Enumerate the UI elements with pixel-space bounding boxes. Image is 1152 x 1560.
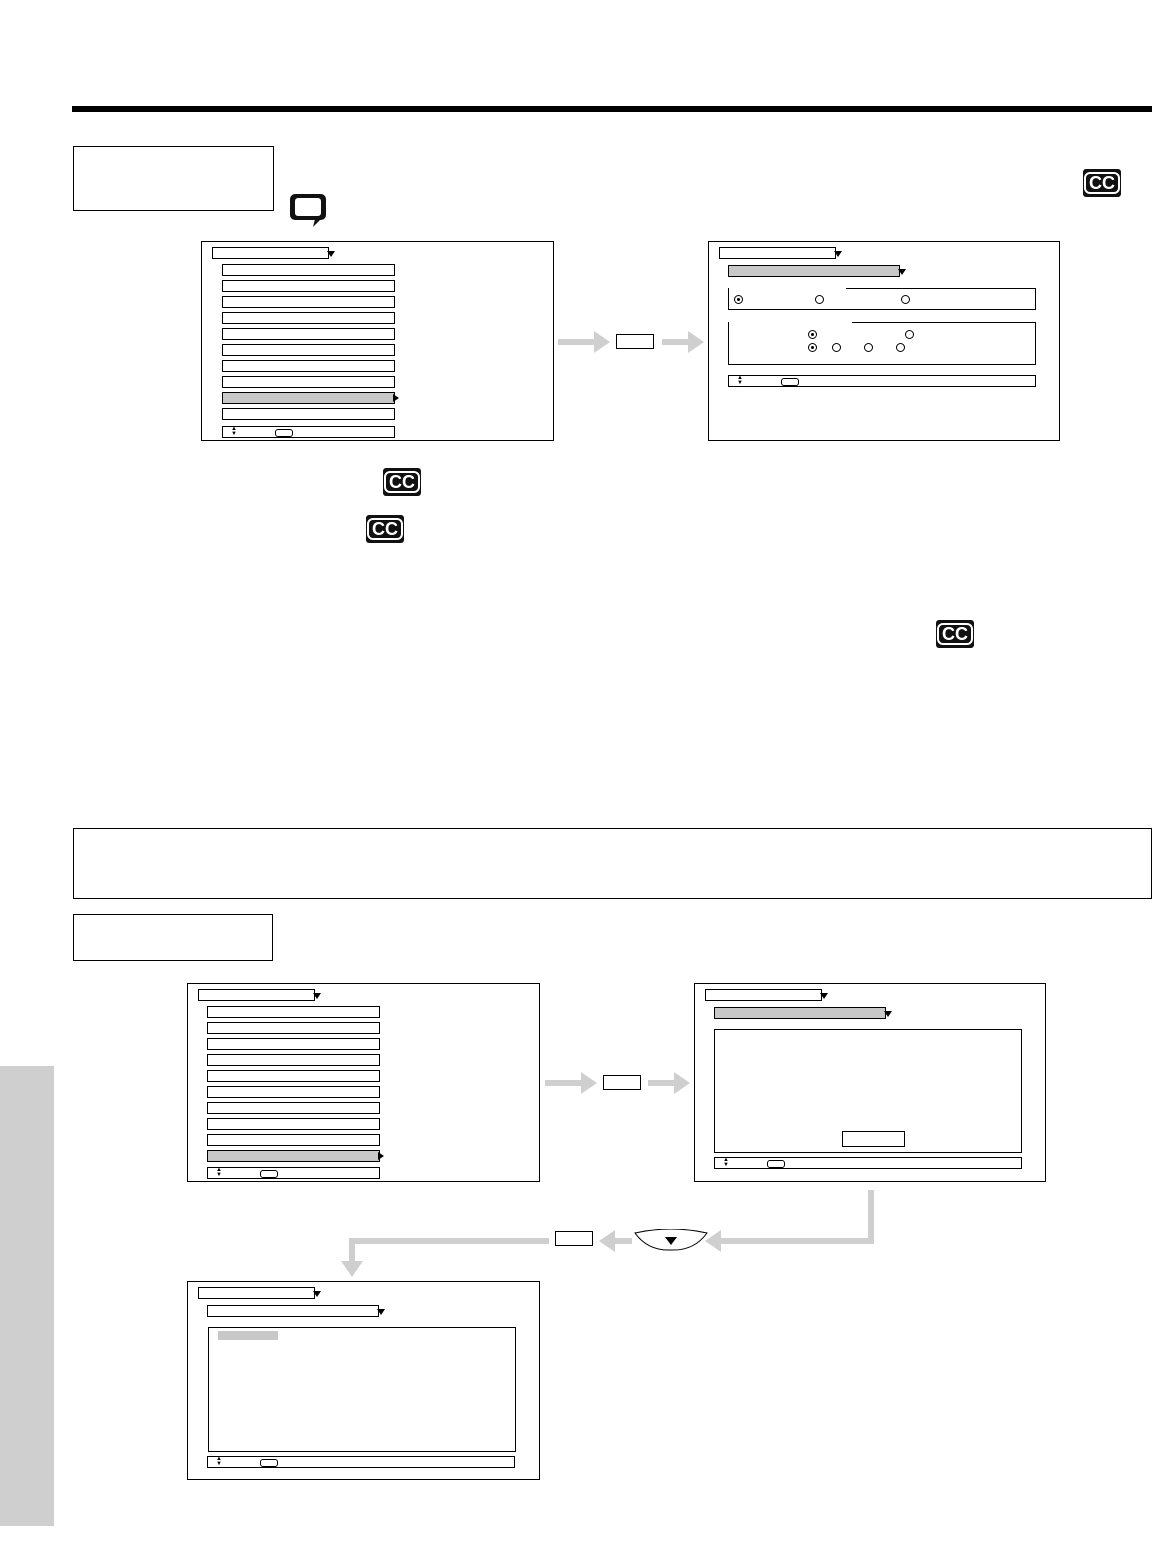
menu-item[interactable] — [207, 1118, 380, 1130]
submenu-title-field — [714, 1007, 886, 1019]
cc-icon: CC — [1083, 169, 1121, 197]
flow-arrow-head — [341, 1261, 363, 1277]
note-box — [73, 828, 1152, 899]
status-bar — [222, 426, 395, 438]
status-bar — [207, 1456, 515, 1468]
menu-screen-main-2 — [187, 983, 540, 1182]
radio-option-selected[interactable] — [734, 295, 743, 304]
dropdown-arrow-icon — [313, 993, 321, 999]
info-screen — [694, 983, 1046, 1182]
menu-item-selected[interactable] — [222, 392, 395, 404]
dropdown-arrow-icon — [327, 251, 335, 257]
menu-item-selected[interactable] — [207, 1150, 380, 1162]
menu-item[interactable] — [222, 264, 395, 276]
menu-item[interactable] — [222, 408, 395, 420]
menu-item[interactable] — [222, 280, 395, 292]
dropdown-arrow-icon — [820, 993, 828, 999]
dropdown-arrow-icon — [884, 1011, 892, 1017]
down-arrow-button-icon — [634, 1229, 708, 1251]
select-key-box — [555, 1231, 593, 1246]
up-down-arrows-icon: ▲ ▼ — [737, 375, 743, 386]
select-key-box — [616, 334, 654, 349]
settings-screen — [708, 241, 1060, 441]
cc-icon: CC — [366, 515, 404, 543]
status-bar — [207, 1167, 380, 1179]
menu-item[interactable] — [222, 296, 395, 308]
flow-arrow — [545, 1080, 583, 1086]
flow-arrow-head — [688, 331, 704, 353]
menu-item[interactable] — [207, 1038, 380, 1050]
section-title-box-2 — [73, 914, 273, 961]
submenu-title-field — [728, 265, 900, 277]
radio-option-selected[interactable] — [808, 343, 817, 352]
menu-item[interactable] — [222, 344, 395, 356]
menu-item[interactable] — [207, 1134, 380, 1146]
menu-screen-main — [201, 241, 554, 441]
speech-bubble-icon — [289, 193, 329, 229]
up-down-arrows-icon: ▲ ▼ — [231, 426, 237, 437]
menu-item[interactable] — [207, 1054, 380, 1066]
menu-header-field — [719, 247, 836, 259]
flow-arrow — [614, 1238, 632, 1244]
up-down-arrows-icon: ▲ ▼ — [723, 1157, 729, 1168]
radio-option[interactable] — [864, 343, 873, 352]
menu-header-field — [705, 989, 822, 1001]
list-highlight[interactable] — [218, 1331, 278, 1340]
menu-header-field — [198, 989, 315, 1001]
flow-arrow — [648, 1080, 676, 1086]
flow-arrow-head — [594, 331, 610, 353]
flow-arrow — [662, 339, 690, 345]
dropdown-arrow-icon — [377, 1309, 385, 1315]
menu-item[interactable] — [222, 376, 395, 388]
menu-item[interactable] — [207, 1070, 380, 1082]
up-down-arrows-icon: ▲ ▼ — [216, 1456, 222, 1467]
radio-group-2 — [728, 322, 1036, 365]
menu-item[interactable] — [207, 1102, 380, 1114]
status-bar — [728, 375, 1036, 387]
select-button-icon — [767, 1160, 785, 1168]
flow-arrow — [720, 1238, 874, 1244]
select-button-icon — [781, 378, 799, 386]
select-button-icon — [260, 1170, 278, 1178]
flow-arrow — [868, 1190, 874, 1244]
radio-option[interactable] — [905, 330, 914, 339]
section-title-box-1 — [73, 146, 274, 211]
menu-item[interactable] — [207, 1022, 380, 1034]
menu-item[interactable] — [222, 312, 395, 324]
cc-icon: CC — [936, 620, 974, 648]
dropdown-arrow-icon — [313, 1291, 321, 1297]
cc-icon: CC — [383, 468, 421, 496]
menu-item[interactable] — [222, 328, 395, 340]
select-key-box — [603, 1075, 641, 1090]
select-button-icon — [275, 429, 293, 437]
menu-item[interactable] — [207, 1006, 380, 1018]
radio-group-1 — [728, 288, 1036, 310]
select-button-icon — [260, 1459, 278, 1467]
dropdown-arrow-icon — [898, 269, 906, 275]
flow-arrow — [349, 1238, 549, 1244]
side-tab — [0, 1066, 54, 1526]
dropdown-arrow-icon — [834, 251, 842, 257]
submenu-title-field — [207, 1305, 379, 1317]
ok-button[interactable] — [842, 1131, 905, 1147]
top-rule — [72, 106, 1152, 112]
radio-option-selected[interactable] — [808, 330, 817, 339]
menu-item[interactable] — [222, 360, 395, 372]
list-panel — [208, 1327, 516, 1452]
status-bar — [714, 1157, 1022, 1169]
submenu-arrow-icon — [378, 1152, 384, 1160]
radio-option[interactable] — [815, 295, 824, 304]
menu-header-field — [198, 1287, 315, 1299]
up-down-arrows-icon: ▲ ▼ — [216, 1167, 222, 1178]
radio-option[interactable] — [901, 295, 910, 304]
menu-header-field — [212, 247, 329, 259]
flow-arrow-head — [674, 1072, 690, 1094]
radio-option[interactable] — [896, 343, 905, 352]
submenu-arrow-icon — [393, 394, 399, 402]
list-screen — [187, 1281, 540, 1480]
flow-arrow — [558, 339, 596, 345]
menu-item[interactable] — [207, 1086, 380, 1098]
radio-option[interactable] — [832, 343, 841, 352]
flow-arrow-head — [581, 1072, 597, 1094]
info-panel — [714, 1029, 1022, 1153]
flow-arrow-head — [599, 1230, 615, 1252]
